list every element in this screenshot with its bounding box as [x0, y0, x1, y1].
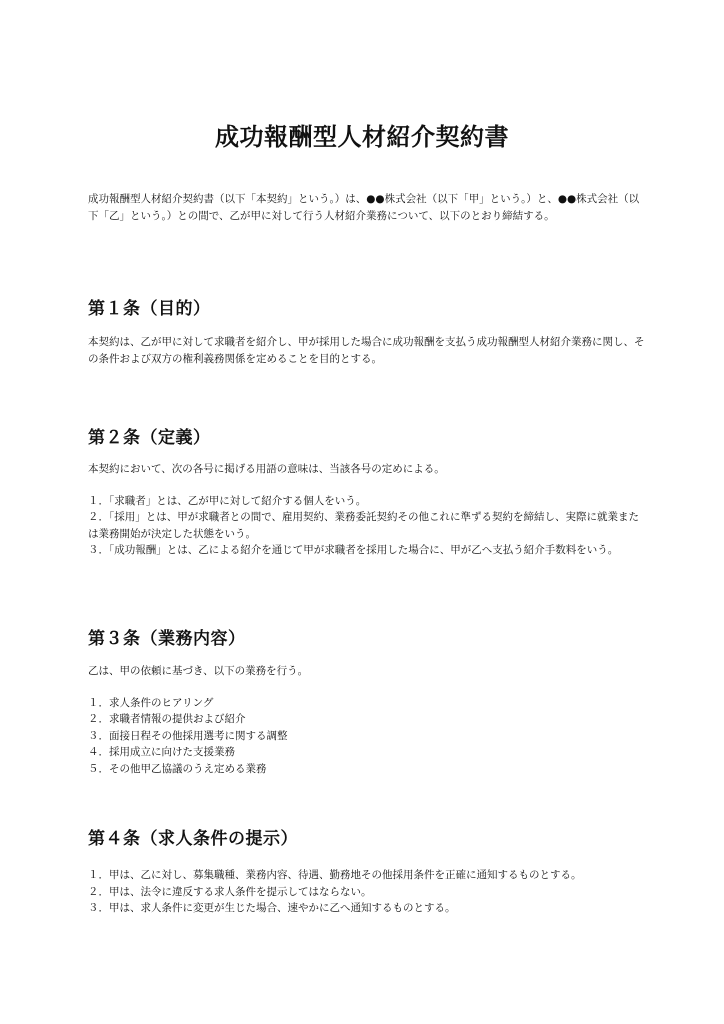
article-1-intro: 本契約は、乙が甲に対して求職者を紹介し、甲が採用した場合に成功報酬を支払う成功報酬型人材紹介業務に関し、その条件および双方の権利義務関係を定めることを目的とする。 — [88, 336, 645, 365]
preamble-text: 成功報酬型人材紹介契約書（以下「本契約」という。）は、●●株式会社（以下「甲」という。）と、●●株式会社（以下「乙」という。）との間で、乙が甲に対して行う人材紹介業務について、以下のとおり締結する。 — [88, 193, 640, 222]
list-item: ２．「採用」とは、甲が求職者との間で、雇用契約、業務委託契約その他これに準ずる契約を締結し、実際に就業または業務開始が決定した状態をいう。 — [88, 511, 640, 540]
list-item: ２．甲は、法令に違反する求人条件を提示してはならない。 — [88, 885, 372, 898]
list-item: ３．面接日程その他採用選考に関する調整 — [88, 729, 288, 742]
article-2-heading: 第２条（定義） — [88, 428, 211, 448]
article-2-intro: 本契約において、次の各号に掲げる用語の意味は、当該各号の定めによる。 — [88, 463, 445, 475]
article-2-body — [88, 461, 648, 559]
article-3-intro: 乙は、甲の依頼に基づき、以下の業務を行う。 — [88, 665, 309, 677]
list-item: ３．「成功報酬」とは、乙による紹介を通じて甲が求職者を採用した場合に、甲が乙へ支払う紹介手数料をいう。 — [88, 544, 619, 556]
article-2-list — [88, 493, 648, 559]
list-item: ２．求職者情報の提供および紹介 — [88, 713, 246, 725]
list-item: １．甲は、乙に対し、募集職種、業務内容、待遇、勤務地その他採用条件を正確に通知するものとする。 — [88, 869, 582, 881]
list-item: １．「求職者」とは、乙が甲に対して紹介する個人をいう。 — [88, 494, 367, 507]
article-3-body — [88, 663, 648, 777]
document-title: 成功報酬型人材紹介契約書 — [215, 123, 509, 151]
list-item: ４．採用成立に向けた支援業務 — [88, 746, 235, 758]
list-item: ５．その他甲乙協議のうえ定める業務 — [88, 762, 267, 775]
article-3-heading: 第３条（業務内容） — [88, 629, 246, 649]
article-1-body — [88, 334, 648, 367]
article-1-heading: 第１条（目的） — [88, 299, 211, 319]
article-4-list — [88, 867, 648, 917]
article-3-list — [88, 695, 648, 778]
list-item: ３．甲は、求人条件に変更が生じた場合、速やかに乙へ通知するものとする。 — [88, 902, 456, 914]
list-item: １．求人条件のヒアリング — [88, 696, 214, 709]
article-4-heading: 第４条（求人条件の提示） — [88, 829, 298, 849]
preamble — [88, 191, 648, 224]
article-4-body — [88, 867, 648, 917]
